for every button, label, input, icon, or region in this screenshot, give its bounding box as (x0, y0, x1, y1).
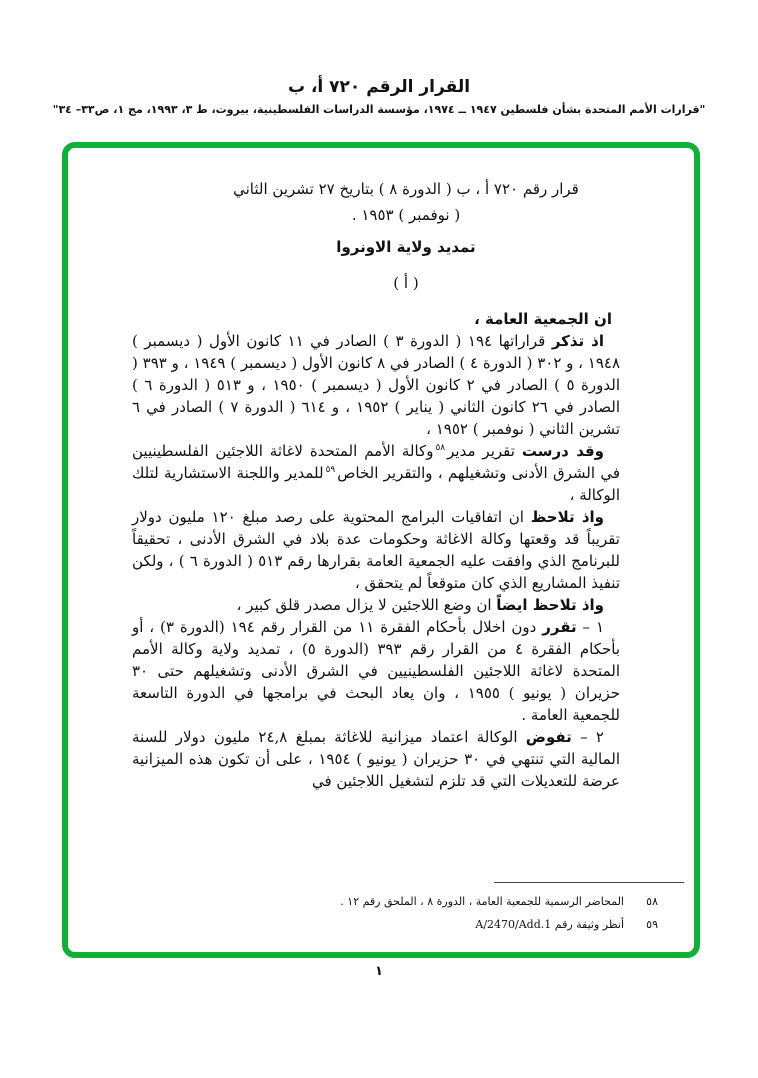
paragraph-lead: اذ تذكر (551, 332, 604, 350)
page-number: ١ (375, 964, 383, 979)
paragraph-lead: ان الجمعية العامة ، (474, 310, 612, 328)
paragraph-lead: تفوض (525, 728, 572, 746)
page-title: القرار الرقم ٧٢٠ أ، ب (287, 77, 471, 97)
footnote-ref-58: ٥٨ (435, 443, 446, 453)
paragraph-text: دون اخلال بأحكام الفقرة ١١ من القرار رقم ١٩٤ (الدورة ٣) ، أو بأحكام الفقرة ٤ من القرار رقم ٣٩٣ (الدورة ٥) ، تمديد ولاية وكالة الأمم المتحدة لاغاثة اللاجئين الفلسطينيين في الشرق الأدنى وتشغيلهم حتى ٣٠ حزيران ( يونيو ) ١٩٥٥ ، وان يعاد البحث في برامجها في الدورة التاسعة للجمعية العامة . (132, 618, 621, 724)
footnote-ref-59: ٥٩ (325, 465, 336, 475)
resolution-heading (162, 176, 650, 296)
paragraph-noting-also (132, 594, 620, 616)
resolution-frame (62, 142, 700, 958)
paragraph-having-examined (132, 440, 620, 506)
paragraph-operative-2 (132, 726, 620, 792)
paragraph-lead: واذ تلاحظ ايضاً (496, 596, 604, 614)
paragraph-lead: وقد درست (521, 442, 605, 460)
paragraph-text: ان اتفاقيات البرامج المحتوية على رصد مبلغ ١٢٠ مليون دولار تقريباً قد وقعتها وكالة الاغاثة وحكومات عدة بلاد في الشرق الأدنى ، تحقيقاً للبرنامج الذي وافقت عليه الجمعية العامة بقرارها رقم ٥١٣ ( الدورة ٦ ) ، ولكن تنفيذ المشاريع الذي كان متوقعاً لم يتحقق ، (132, 508, 620, 592)
paragraph-operative-1 (132, 616, 620, 726)
paragraph-text: ان وضع اللاجئين لا يزال مصدر قلق كبير ، (236, 596, 497, 614)
paragraph-recalling (132, 330, 620, 440)
paragraph-text: الوكالة اعتماد ميزانية للاغاثة بمبلغ ٢٤,٨ مليون دولار للسنة المالية التي تنتهي في ٣٠ حزيران ( يونيو ) ١٩٥٤ ، على أن تكون هذه الميزانية عرضة للتعديلات التي قد تلزم لتشغيل اللاجئين في (132, 728, 620, 790)
footnote-58 (340, 890, 658, 913)
paragraph-text: قراراتها ١٩٤ ( الدورة ٣ ) الصادر في ١١ كانون الأول ( ديسمبر ) ١٩٤٨ ، و ٣٠٢ ( الدورة ٤ ) الصادر في ٨ كانون الأول ( ديسمبر ) ١٩٤٩ ، و ٣٩٣ ( الدورة ٥ ) الصادر في ٢ كانون الأول ( ديسمبر ) ١٩٥٠ ، و ٥١٣ ( الدورة ٦ ) الصادر في ٢٦ كانون الثاني ( يناير ) ١٩٥٢ ، و ٦١٤ ( الدورة ٧ ) الصادر في ٦ تشرين الثاني ( نوفمبر ) ١٩٥٢ ، (132, 332, 621, 438)
paragraph-text: وكالة الأمم المتحدة لاغاثة اللاجئين الفلسطينيين في الشرق الأدنى وتشغيلهم ، والتقرير الخاص (132, 442, 621, 482)
footnote-number: ٥٩ (646, 918, 658, 931)
item-number: ١ – (576, 618, 605, 636)
paragraph-text: تقرير مدير (447, 442, 522, 460)
footnotes-block (340, 882, 658, 936)
section-marker: ( أ ) (393, 274, 419, 292)
heading-line-1: قرار رقم ٧٢٠ أ ، ب ( الدورة ٨ ) بتاريخ ٢٧ تشرين الثاني (233, 180, 579, 198)
paragraph-lead: واذ تلاحظ (530, 508, 604, 526)
paragraph-preamble (132, 308, 620, 330)
resolution-body (68, 148, 694, 952)
footnote-text: أنظر وثيقة رقم A/2470/Add.1 (475, 918, 624, 931)
footnote-59 (340, 913, 658, 936)
item-number: ٢ – (571, 728, 604, 746)
heading-subject: تمديد ولاية الاونروا (336, 238, 476, 256)
paragraph-lead: تقرر (542, 618, 577, 636)
paragraph-text: للمدير واللجنة الاستشارية لتلك الوكالة ، (132, 464, 620, 504)
paragraph-noting (132, 506, 620, 594)
footnote-number: ٥٨ (646, 895, 658, 908)
heading-line-2: ( نوفمبر ) ١٩٥٣ . (351, 206, 461, 224)
footnote-text: المحاضر الرسمية للجمعية العامة ، الدورة ٨ ، الملحق رقم ١٢ . (340, 895, 624, 908)
footnote-divider (494, 882, 684, 883)
source-citation: "قرارات الأمم المتحدة بشأن فلسطين ١٩٤٧ ــ ١٩٧٤، مؤسسة الدراسات الفلسطينية، بيروت، ط ٣، ١٩٩٣، مج ١، ص٣٣– ٣٤" (52, 103, 706, 116)
